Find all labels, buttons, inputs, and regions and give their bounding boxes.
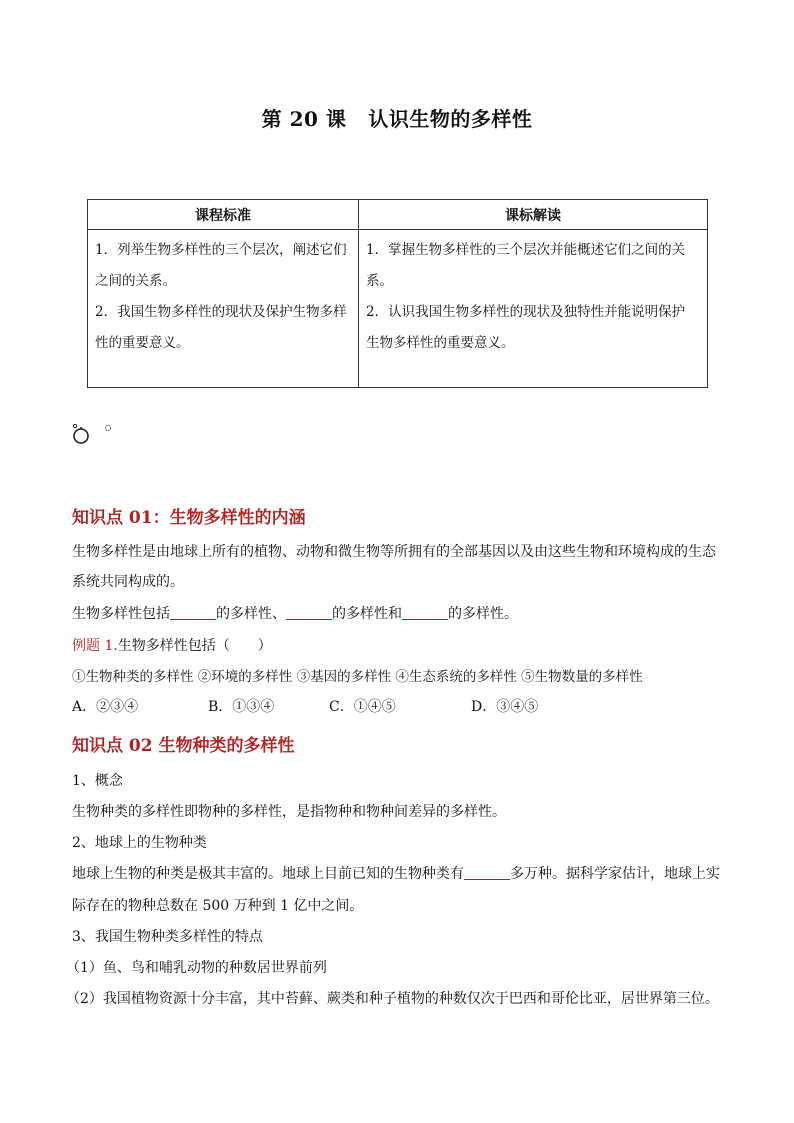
option-d[interactable]: D．③④⑤ (471, 699, 539, 715)
interpretation-line: 1．掌握生物多样性的三个层次并能概述它们之间的关 (366, 242, 686, 258)
concept-text: 生物种类的多样性即物种的多样性，是指物种和物种间差异的多样性。 (72, 804, 506, 820)
example-items: ①生物种类的多样性 ②环境的多样性 ③基因的多样性 ④生态系统的多样性 ⑤生物数量的多样性 (72, 669, 643, 685)
answer-blank[interactable] (464, 865, 510, 880)
standards-line: 之间的关系。 (95, 273, 176, 289)
option-a[interactable]: A．②③④ (72, 699, 139, 715)
example-label: 例题 1. (72, 638, 118, 654)
section1-para-line1: 生物多样性是由地球上所有的植物、动物和微生物等所拥有的全部基因以及由这些生物和环境构成的生态 (72, 544, 716, 560)
interpretation-line: 2．认识我国生物多样性的现状及独特性并能说明保护 (366, 304, 686, 320)
standards-line: 性的重要意义。 (95, 335, 190, 351)
interpretation-line: 系。 (366, 273, 393, 289)
china-point2: （2）我国植物资源十分丰富，其中苔藓、蕨类和种子植物的种数仅次于巴西和哥伦比亚，居世界第三位。 (66, 991, 719, 1007)
answer-blank[interactable] (286, 605, 332, 620)
species-subheading: 2、地球上的生物种类 (72, 835, 207, 851)
china-subheading: 3、我国生物种类多样性的特点 (72, 929, 263, 945)
example-question (72, 635, 272, 655)
standards-line: 1．列举生物多样性的三个层次，阐述它们 (95, 242, 347, 258)
answer-blank[interactable] (402, 605, 448, 620)
china-point1: （1）鱼、鸟和哺乳动物的种数居世界前列 (66, 960, 327, 976)
fill-mid1: 的多样性、 (216, 606, 286, 622)
section1-para-line2: 系统共同构成的。 (72, 574, 184, 590)
interpretation-line: 生物多样性的重要意义。 (366, 335, 515, 351)
header-interpretation: 课标解读 (359, 200, 708, 230)
interpretation-cell (359, 230, 708, 388)
flask-icon (70, 423, 120, 463)
section1-heading: 知识点 01：生物多样性的内涵 (72, 508, 306, 528)
option-b[interactable]: B．①③④ (208, 699, 275, 715)
header-standards: 课程标准 (88, 200, 359, 230)
lesson-topic: 认识生物的多样性 (368, 107, 533, 131)
species-text-b: 多万种。据科学家估计，地球上实 (510, 866, 720, 882)
fill-mid2: 的多样性和 (332, 606, 402, 622)
species-text-line2: 际存在的物种总数在 500 万种到 1 亿中之间。 (72, 898, 364, 914)
example-options (72, 696, 538, 716)
fill-prefix: 生物多样性包括 (72, 606, 170, 622)
lesson-number: 第 20 课 (261, 107, 347, 131)
species-text-a: 地球上生物的种类是极其丰富的。地球上目前已知的生物种类有 (72, 866, 464, 882)
page-title (0, 103, 794, 132)
species-text-line1 (72, 863, 720, 883)
standards-cell (88, 230, 359, 388)
concept-subheading: 1、概念 (72, 773, 123, 789)
option-c[interactable]: C．①④⑤ (329, 699, 396, 715)
fill-suffix: 的多样性。 (448, 606, 518, 622)
standards-table (87, 199, 708, 388)
example-text: 生物多样性包括（ ） (117, 638, 272, 654)
standards-line: 2．我国生物多样性的现状及保护生物多样 (95, 304, 347, 320)
fill-in-line (72, 603, 518, 623)
answer-blank[interactable] (170, 605, 216, 620)
section2-heading: 知识点 02 生物种类的多样性 (72, 736, 295, 756)
